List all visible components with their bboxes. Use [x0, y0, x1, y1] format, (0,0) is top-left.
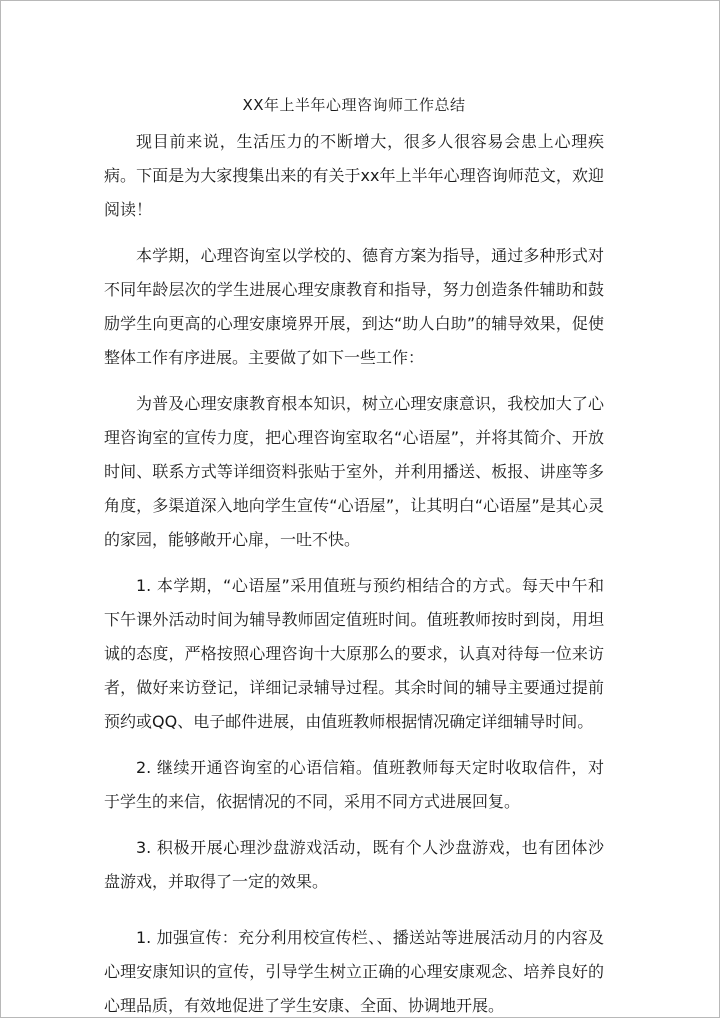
paragraph-item-2: 2. 继续开通咨询室的心语信箱。值班教师每天定时收取信件，对于学生的来信，依据情况的不同，采用不同方式进展回复。 [104, 758, 604, 811]
paragraph-section-2-item-1: 1. 加强宣传：充分利用校宣传栏、、播送站等进展活动月的内容及心理安康知识的宣传，引导学生树立正确的心理安康观念、培养良好的心理品质，有效地促进了学生安康、全面、协调地开展。 [104, 928, 604, 1015]
document-title: XX年上半年心理咨询师工作总结 [242, 96, 466, 114]
paragraph-overview: 本学期，心理咨询室以学校的、德育方案为指导，通过多种形式对不同年龄层次的学生进展心理安康教育和指导，努力创造条件辅助和鼓励学生向更高的心理安康境界开展，到达“助人白助”的辅导效果，促使整体工作有序进展。主要做了如下一些工作： [104, 246, 604, 367]
paragraph-item-1: 1. 本学期，“心语屋”采用值班与预约相结合的方式。每天中午和下午课外活动时间为辅导教师固定值班时间。值班教师按时到岗，用坦诚的态度，严格按照心理咨询十大原那么的要求，认真对待每一位来访者，做好来访登记，详细记录辅导过程。其余时间的辅导主要通过提前预约或QQ、电子邮件进展，由值班教师根据情况确定详细辅导时间。 [104, 576, 604, 731]
document-body [104, 91, 604, 1035]
paragraph-item-3: 3. 积极开展心理沙盘游戏活动，既有个人沙盘游戏，也有团体沙盘游戏，并取得了一定的效果。 [104, 838, 604, 891]
paragraph-intro: 现目前来说，生活压力的不断增大，很多人很容易会患上心理疾病。下面是为大家搜集出来的有关于xx年上半年心理咨询师范文，欢迎阅读！ [104, 132, 604, 219]
paragraph-publicity: 为普及心理安康教育根本知识，树立心理安康意识，我校加大了心理咨询室的宣传力度，把心理咨询室取名“心语屋”，并将其简介、开放时间、联系方式等详细资料张贴于室外，并利用播送、板报、讲座等多角度，多渠道深入地向学生宣传“心语屋”，让其明白“心语屋”是其心灵的家园，能够敞开心扉，一吐不快。 [104, 394, 604, 549]
